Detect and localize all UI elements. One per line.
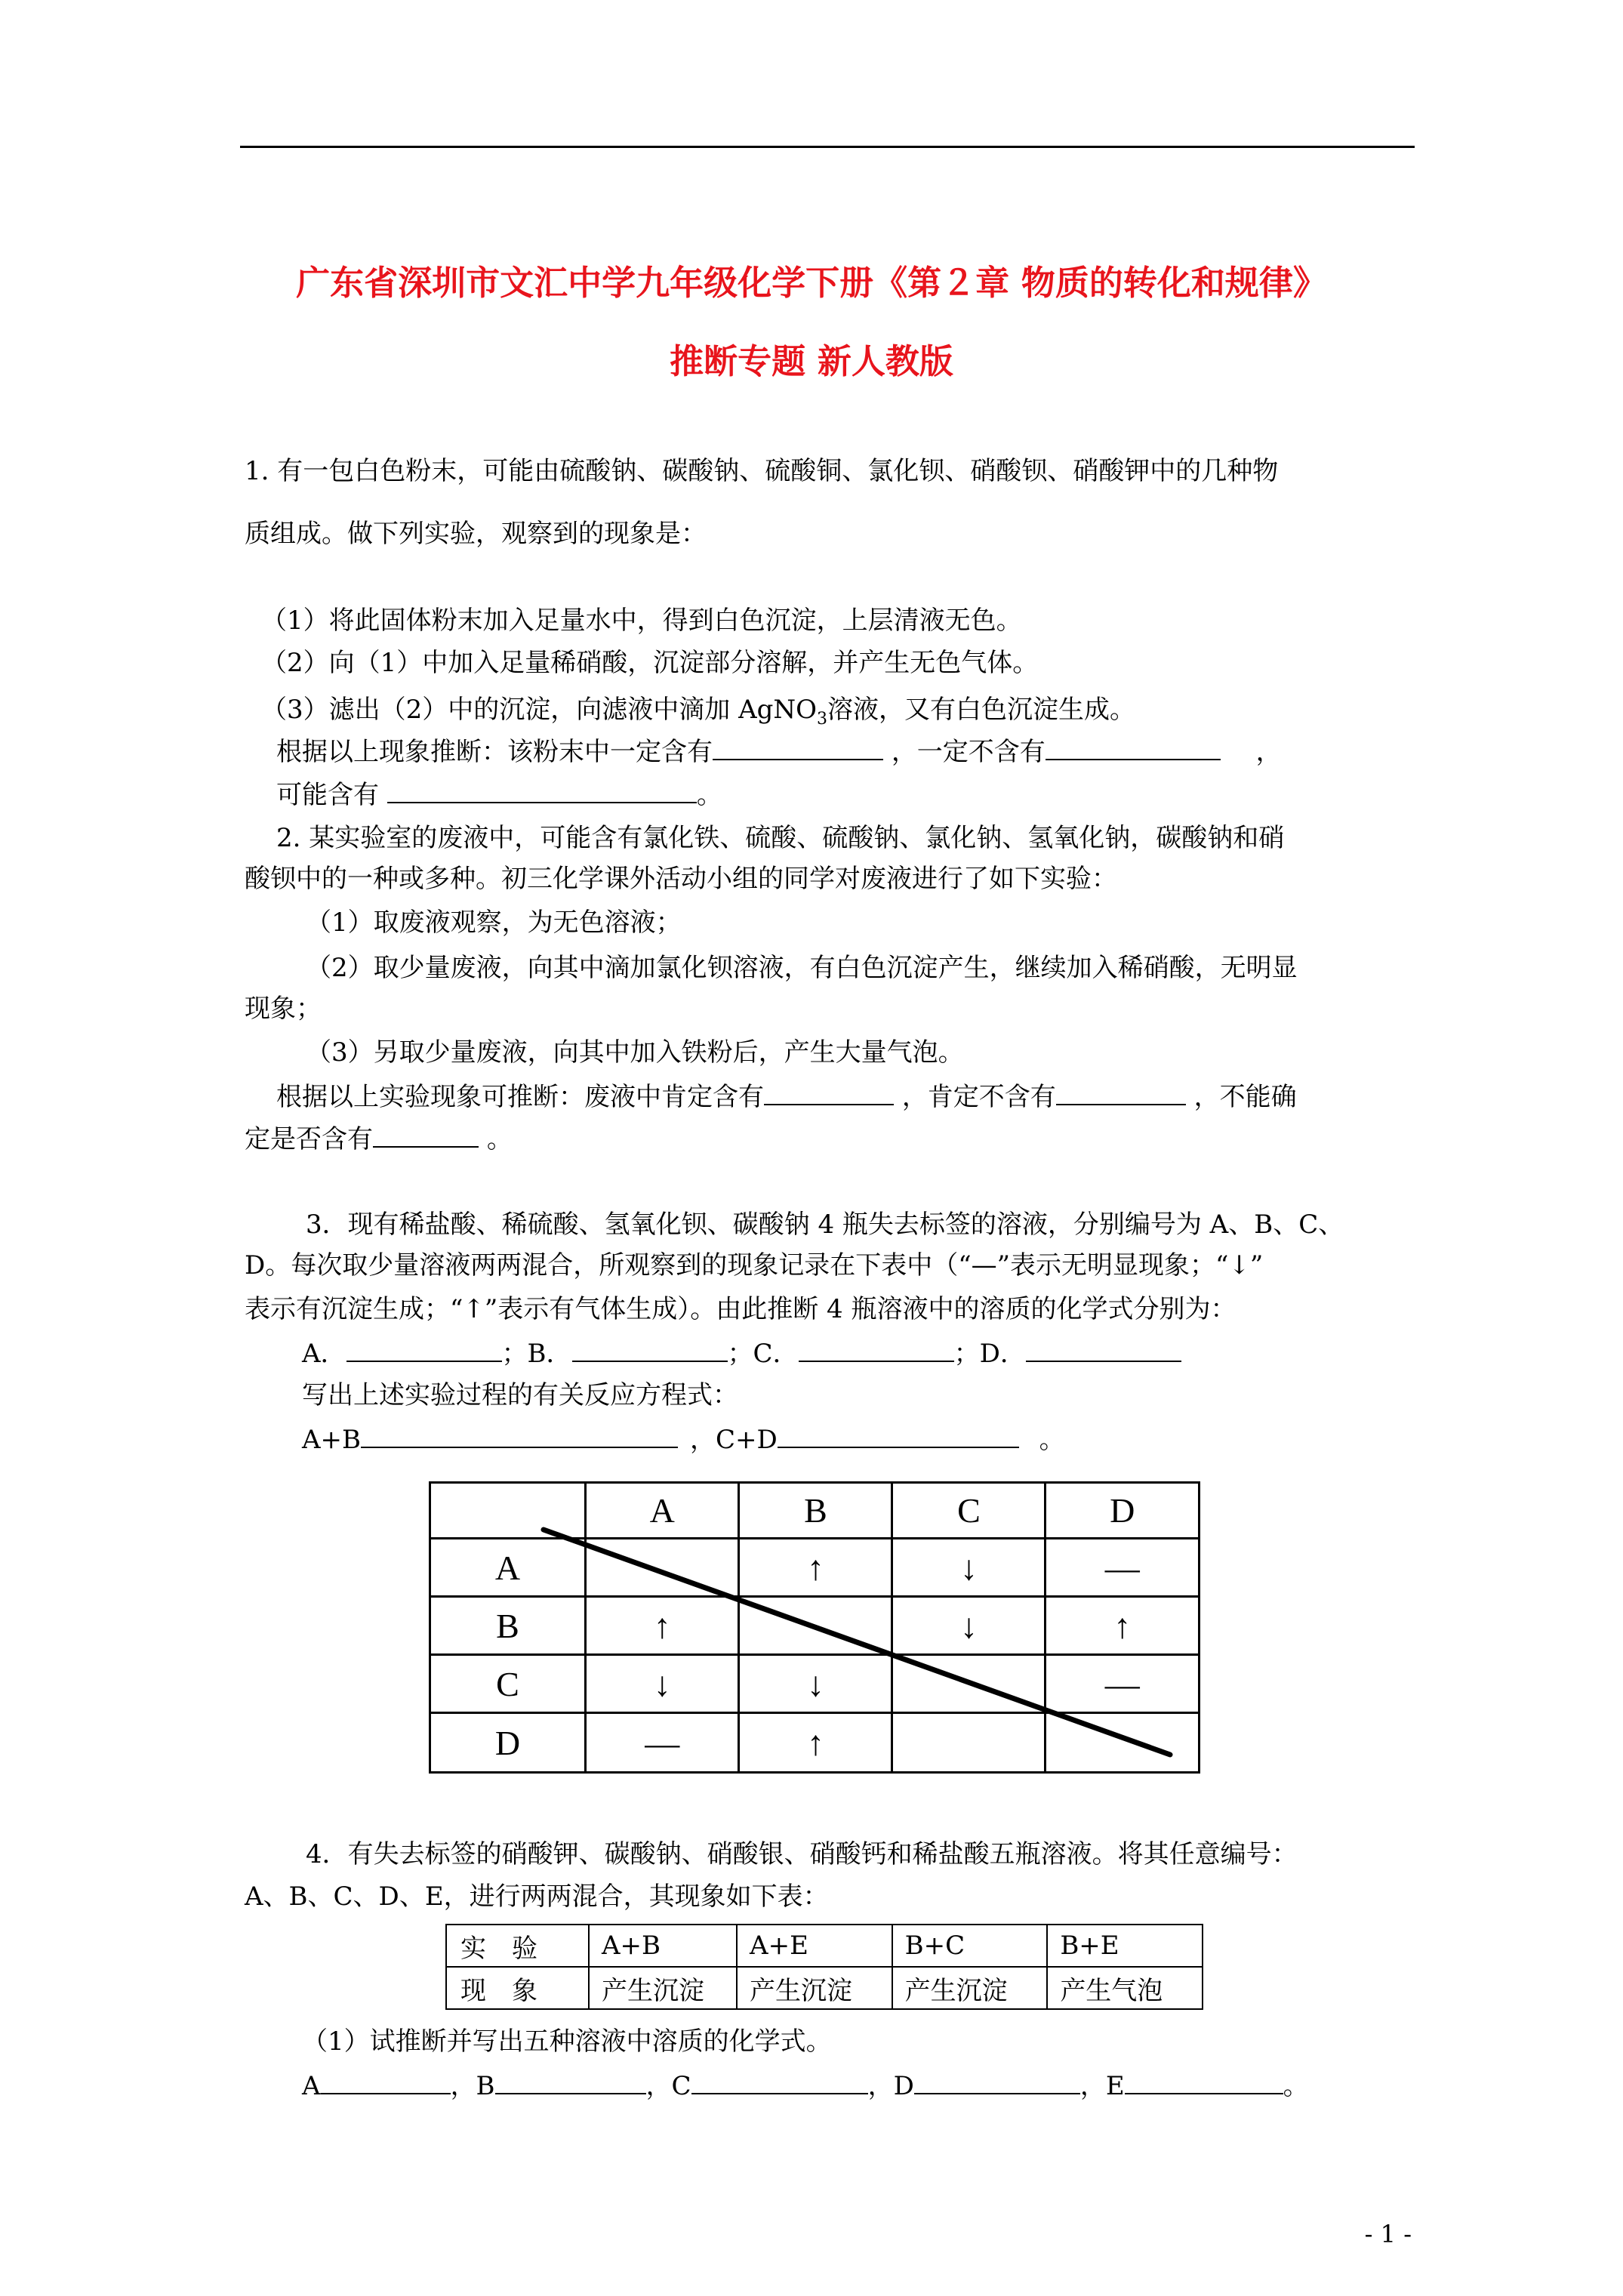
- q3-col-header: C: [892, 1483, 1046, 1539]
- q4-stem-line1: 4．有失去标签的硝酸钾、碳酸钠、硝酸银、硝酸钙和稀盐酸五瓶溶液。将其任意编号：: [306, 1839, 1298, 1869]
- header-rule: [240, 146, 1415, 148]
- page-number: - 1 -: [1364, 2220, 1412, 2248]
- doc-title-line1: 广东省深圳市文汇中学九年级化学下册《第２章 物质的转化和规律》: [296, 263, 1327, 303]
- q3-cell: ↓: [739, 1655, 892, 1713]
- q3-stem-line2: D。每次取少量溶液两两混合，所观察到的现象记录在下表中（“—”表示无明显现象；“↓”: [245, 1250, 1264, 1281]
- q1-stem-line2: 质组成。做下列实验，观察到的现象是：: [245, 519, 707, 549]
- q2-step2-cont: 现象；: [245, 994, 322, 1024]
- q3-cell: ↑: [739, 1539, 892, 1597]
- q1-blank-contains[interactable]: [713, 735, 883, 760]
- q2-blank-excludes[interactable]: [1056, 1080, 1186, 1105]
- q1-step2: （2）向（1）中加入足量稀硝酸，沉淀部分溶解，并产生无色气体。: [261, 648, 1039, 678]
- q3-equation-line: A+B ，C+D 。: [302, 1422, 1065, 1456]
- q4-row-label: 实 验: [446, 1925, 589, 1967]
- q4-cell: 产生气泡: [1047, 1967, 1203, 2009]
- q3-reaction-table: [429, 1481, 1200, 1771]
- q4-answer-line: A ，B ，C ，D ，E 。: [302, 2069, 1309, 2103]
- q3-col-header: D: [1046, 1483, 1200, 1539]
- q2-step3: （3）另取少量废液，向其中加入铁粉后，产生大量气泡。: [306, 1037, 964, 1068]
- q3-stem-line1: 3．现有稀盐酸、稀硫酸、氢氧化钡、碳酸钠 4 瓶失去标签的溶液，分别编号为 A、B、C、: [306, 1210, 1344, 1240]
- q4-blank-e[interactable]: [1125, 2069, 1283, 2094]
- q1-step3: （3）滤出（2）中的沉淀，向滤液中滴加 AgNO$_3$溶液，又有白色沉淀生成。: [261, 695, 1136, 729]
- q1-question: 根据以上现象推断：该粉末中一定含有 ，一定不含有 ，: [276, 735, 1282, 769]
- q3-cell: —: [1046, 1655, 1200, 1713]
- q4-cell: 产生沉淀: [892, 1967, 1048, 2009]
- q4-cell: A+E: [737, 1925, 892, 1967]
- q1-blank-maybe[interactable]: [387, 778, 697, 803]
- q3-cell: ↓: [892, 1539, 1046, 1597]
- q1-question-line2: 可能含有 。: [276, 778, 722, 812]
- q4-row-label: 现 象: [446, 1967, 589, 2009]
- q4-cell: 产生沉淀: [737, 1967, 892, 2009]
- q2-blank-contains[interactable]: [764, 1080, 894, 1105]
- q3-equation-intro: 写出上述实验过程的有关反应方程式：: [302, 1380, 738, 1410]
- table-row: [446, 1925, 1203, 1967]
- q3-cell: —: [1046, 1539, 1200, 1597]
- q3-blank-a[interactable]: [346, 1336, 502, 1362]
- q2-blank-unknown[interactable]: [373, 1122, 479, 1148]
- q3-col-header: A: [586, 1483, 739, 1539]
- q1-stem-line1: 1. 有一包白色粉末，可能由硫酸钠、碳酸钠、硫酸铜、氯化钡、硝酸钡、硝酸钾中的几种物: [245, 456, 1279, 486]
- q3-cell: ↑: [739, 1713, 892, 1773]
- q3-blank-b[interactable]: [572, 1336, 728, 1362]
- q4-blank-b[interactable]: [495, 2069, 646, 2094]
- table-row: [446, 1967, 1203, 2009]
- q3-blank-c[interactable]: [799, 1336, 954, 1362]
- q4-blank-d[interactable]: [914, 2069, 1080, 2094]
- q3-cell: ↑: [1046, 1597, 1200, 1655]
- q4-cell: B+C: [892, 1925, 1048, 1967]
- q1-blank-excludes[interactable]: [1046, 735, 1221, 760]
- q3-stem-line3: 表示有沉淀生成；“↑”表示有气体生成）。由此推断 4 瓶溶液中的溶质的化学式分别为：: [245, 1294, 1236, 1324]
- q4-phenomena-table: [445, 1924, 1203, 2010]
- q3-blank-eq1[interactable]: [361, 1422, 678, 1448]
- q2-step2: （2）取少量废液，向其中滴加氯化钡溶液，有白色沉淀产生，继续加入稀硝酸，无明显: [306, 953, 1298, 983]
- q2-stem-line2: 酸钡中的一种或多种。初三化学课外活动小组的同学对废液进行了如下实验：: [245, 864, 1117, 894]
- q4-cell: B+E: [1047, 1925, 1203, 1967]
- q3-cell: ↓: [892, 1597, 1046, 1655]
- q2-question-line2: 定是否含有 。: [245, 1122, 513, 1156]
- q3-answer-line: A． ；B． ；C． ；D．: [302, 1336, 1181, 1370]
- q3-blank-eq2[interactable]: [778, 1422, 1019, 1448]
- q3-row-header: C: [430, 1655, 586, 1713]
- q2-question: 根据以上实验现象可推断：废液中肯定含有 ，肯定不含有 ，不能确: [276, 1080, 1297, 1114]
- q3-diagonal-line: [429, 1481, 1200, 1771]
- q3-row-header: D: [430, 1713, 586, 1773]
- q4-blank-c[interactable]: [691, 2069, 868, 2094]
- q3-cell: —: [586, 1713, 739, 1773]
- q1-step1: （1）将此固体粉末加入足量水中，得到白色沉淀，上层清液无色。: [261, 606, 1022, 636]
- q3-row-header: B: [430, 1597, 586, 1655]
- q3-col-header: B: [739, 1483, 892, 1539]
- q2-stem-line1: 2. 某实验室的废液中，可能含有氯化铁、硫酸、硫酸钠、氯化钠、氢氧化钠，碳酸钠和硝: [276, 823, 1285, 853]
- q4-cell: A+B: [589, 1925, 737, 1967]
- doc-title-line2: 推断专题 新人教版: [670, 341, 953, 381]
- q3-row-header: A: [430, 1539, 586, 1597]
- q3-cell: ↓: [586, 1655, 739, 1713]
- q3-blank-d[interactable]: [1026, 1336, 1181, 1362]
- q4-sub1: （1）试推断并写出五种溶液中溶质的化学式。: [302, 2026, 832, 2057]
- q2-step1: （1）取废液观察，为无色溶液；: [306, 908, 682, 938]
- q4-stem-line2: A、B、C、D、E，进行两两混合，其现象如下表：: [245, 1881, 829, 1912]
- q3-cell: ↑: [586, 1597, 739, 1655]
- q4-cell: 产生沉淀: [589, 1967, 737, 2009]
- q4-blank-a[interactable]: [321, 2069, 451, 2094]
